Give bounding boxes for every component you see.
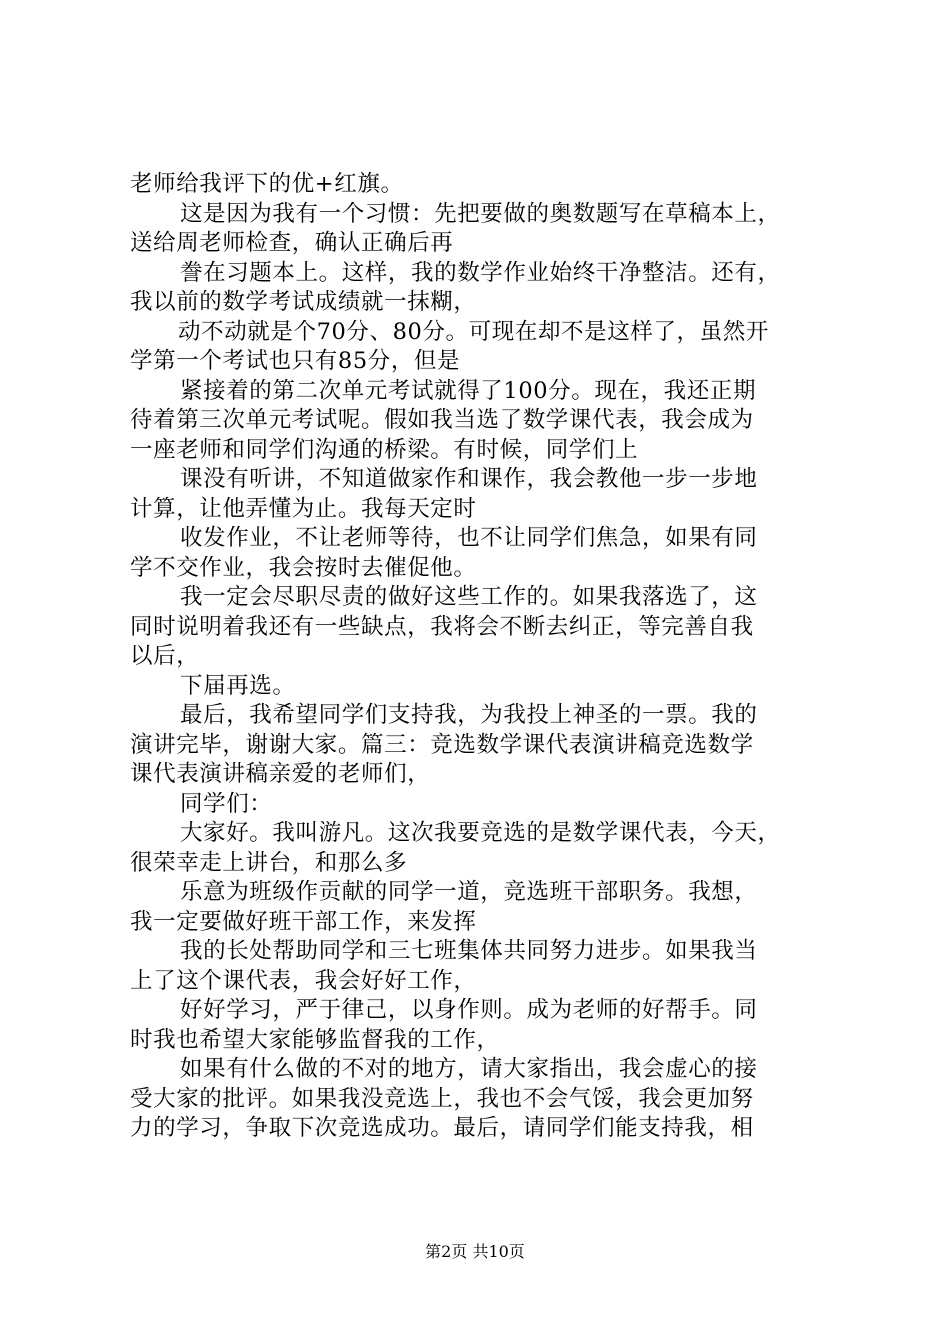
text-line: 很荣幸走上讲台，和那么多 <box>130 849 408 876</box>
text-line: 如果有什么做的不对的地方，请大家指出，我会虚心的接 <box>180 1056 758 1082</box>
text-line: 上了这个课代表，我会好好工作， <box>130 967 477 994</box>
text-line: 待着第三次单元考试呢。假如我当选了数学课代表，我会成为 <box>130 407 754 433</box>
document-body <box>130 170 835 1144</box>
text-line: 我的长处帮助同学和三七班集体共同努力进步。如果我当 <box>180 938 758 964</box>
text-line: 大家好。我叫游凡。这次我要竞选的是数学课代表，今天， <box>180 820 781 846</box>
text-line: 送给周老师检查，确认正确后再 <box>130 230 454 256</box>
text-line: 力的学习，争取下次竞选成功。最后，请同学们能支持我，相 <box>130 1115 754 1141</box>
text-line: 时我也希望大家能够监督我的工作， <box>130 1026 500 1053</box>
text-line: 学第一个考试也只有85分，但是 <box>130 348 461 374</box>
text-line: 同时说明着我还有一些缺点，我将会不断去纠正，等完善自我 <box>130 613 754 640</box>
text-line: 以后， <box>130 643 200 669</box>
text-line: 课没有听讲，不知道做家作和课作，我会教他一步一步地 <box>180 466 758 492</box>
text-line: 同学们： <box>180 790 273 817</box>
text-line: 计算，让他弄懂为止。我每天定时 <box>130 495 477 522</box>
text-line: 乐意为班级作贡献的同学一道，竞选班干部职务。我想， <box>180 879 758 905</box>
text-line: 课代表演讲稿亲爱的老师们， <box>130 761 431 787</box>
text-line: 我一定会尽职尽责的做好这些工作的。如果我落选了，这 <box>180 584 758 610</box>
text-line: 最后，我希望同学们支持我，为我投上神圣的一票。我的 <box>180 702 758 728</box>
text-line: 动不动就是个70分、80分。可现在却不是这样了，虽然开 <box>178 318 769 345</box>
text-line: 这是因为我有一个习惯：先把要做的奥数题写在草稿本上， <box>180 200 781 227</box>
text-line: 演讲完毕，谢谢大家。篇三：竞选数学课代表演讲稿竞选数学 <box>130 731 754 758</box>
text-line: 好好学习，严于律己，以身作则。成为老师的好帮手。同 <box>180 997 758 1023</box>
text-line: 紧接着的第二次单元考试就得了100分。现在，我还正期 <box>180 377 757 404</box>
text-line: 誊在习题本上。这样，我的数学作业始终干净整洁。还有， <box>180 259 781 286</box>
page-footer: 第2页 共10页 <box>425 1242 525 1261</box>
text-line: 我一定要做好班干部工作，来发挥 <box>130 908 477 935</box>
text-line: 学不交作业，我会按时去催促他。 <box>130 554 477 581</box>
text-line: 老师给我评下的优+红旗。 <box>130 171 404 197</box>
text-line: 我以前的数学考试成绩就一抹糊， <box>130 289 477 315</box>
text-line: 受大家的批评。如果我没竞选上，我也不会气馁，我会更加努 <box>130 1085 754 1112</box>
text-line: 一座老师和同学们沟通的桥梁。有时候，同学们上 <box>130 436 639 463</box>
text-line: 收发作业，不让老师等待，也不让同学们焦急，如果有同 <box>180 525 758 551</box>
text-line: 下届再选。 <box>180 672 296 699</box>
